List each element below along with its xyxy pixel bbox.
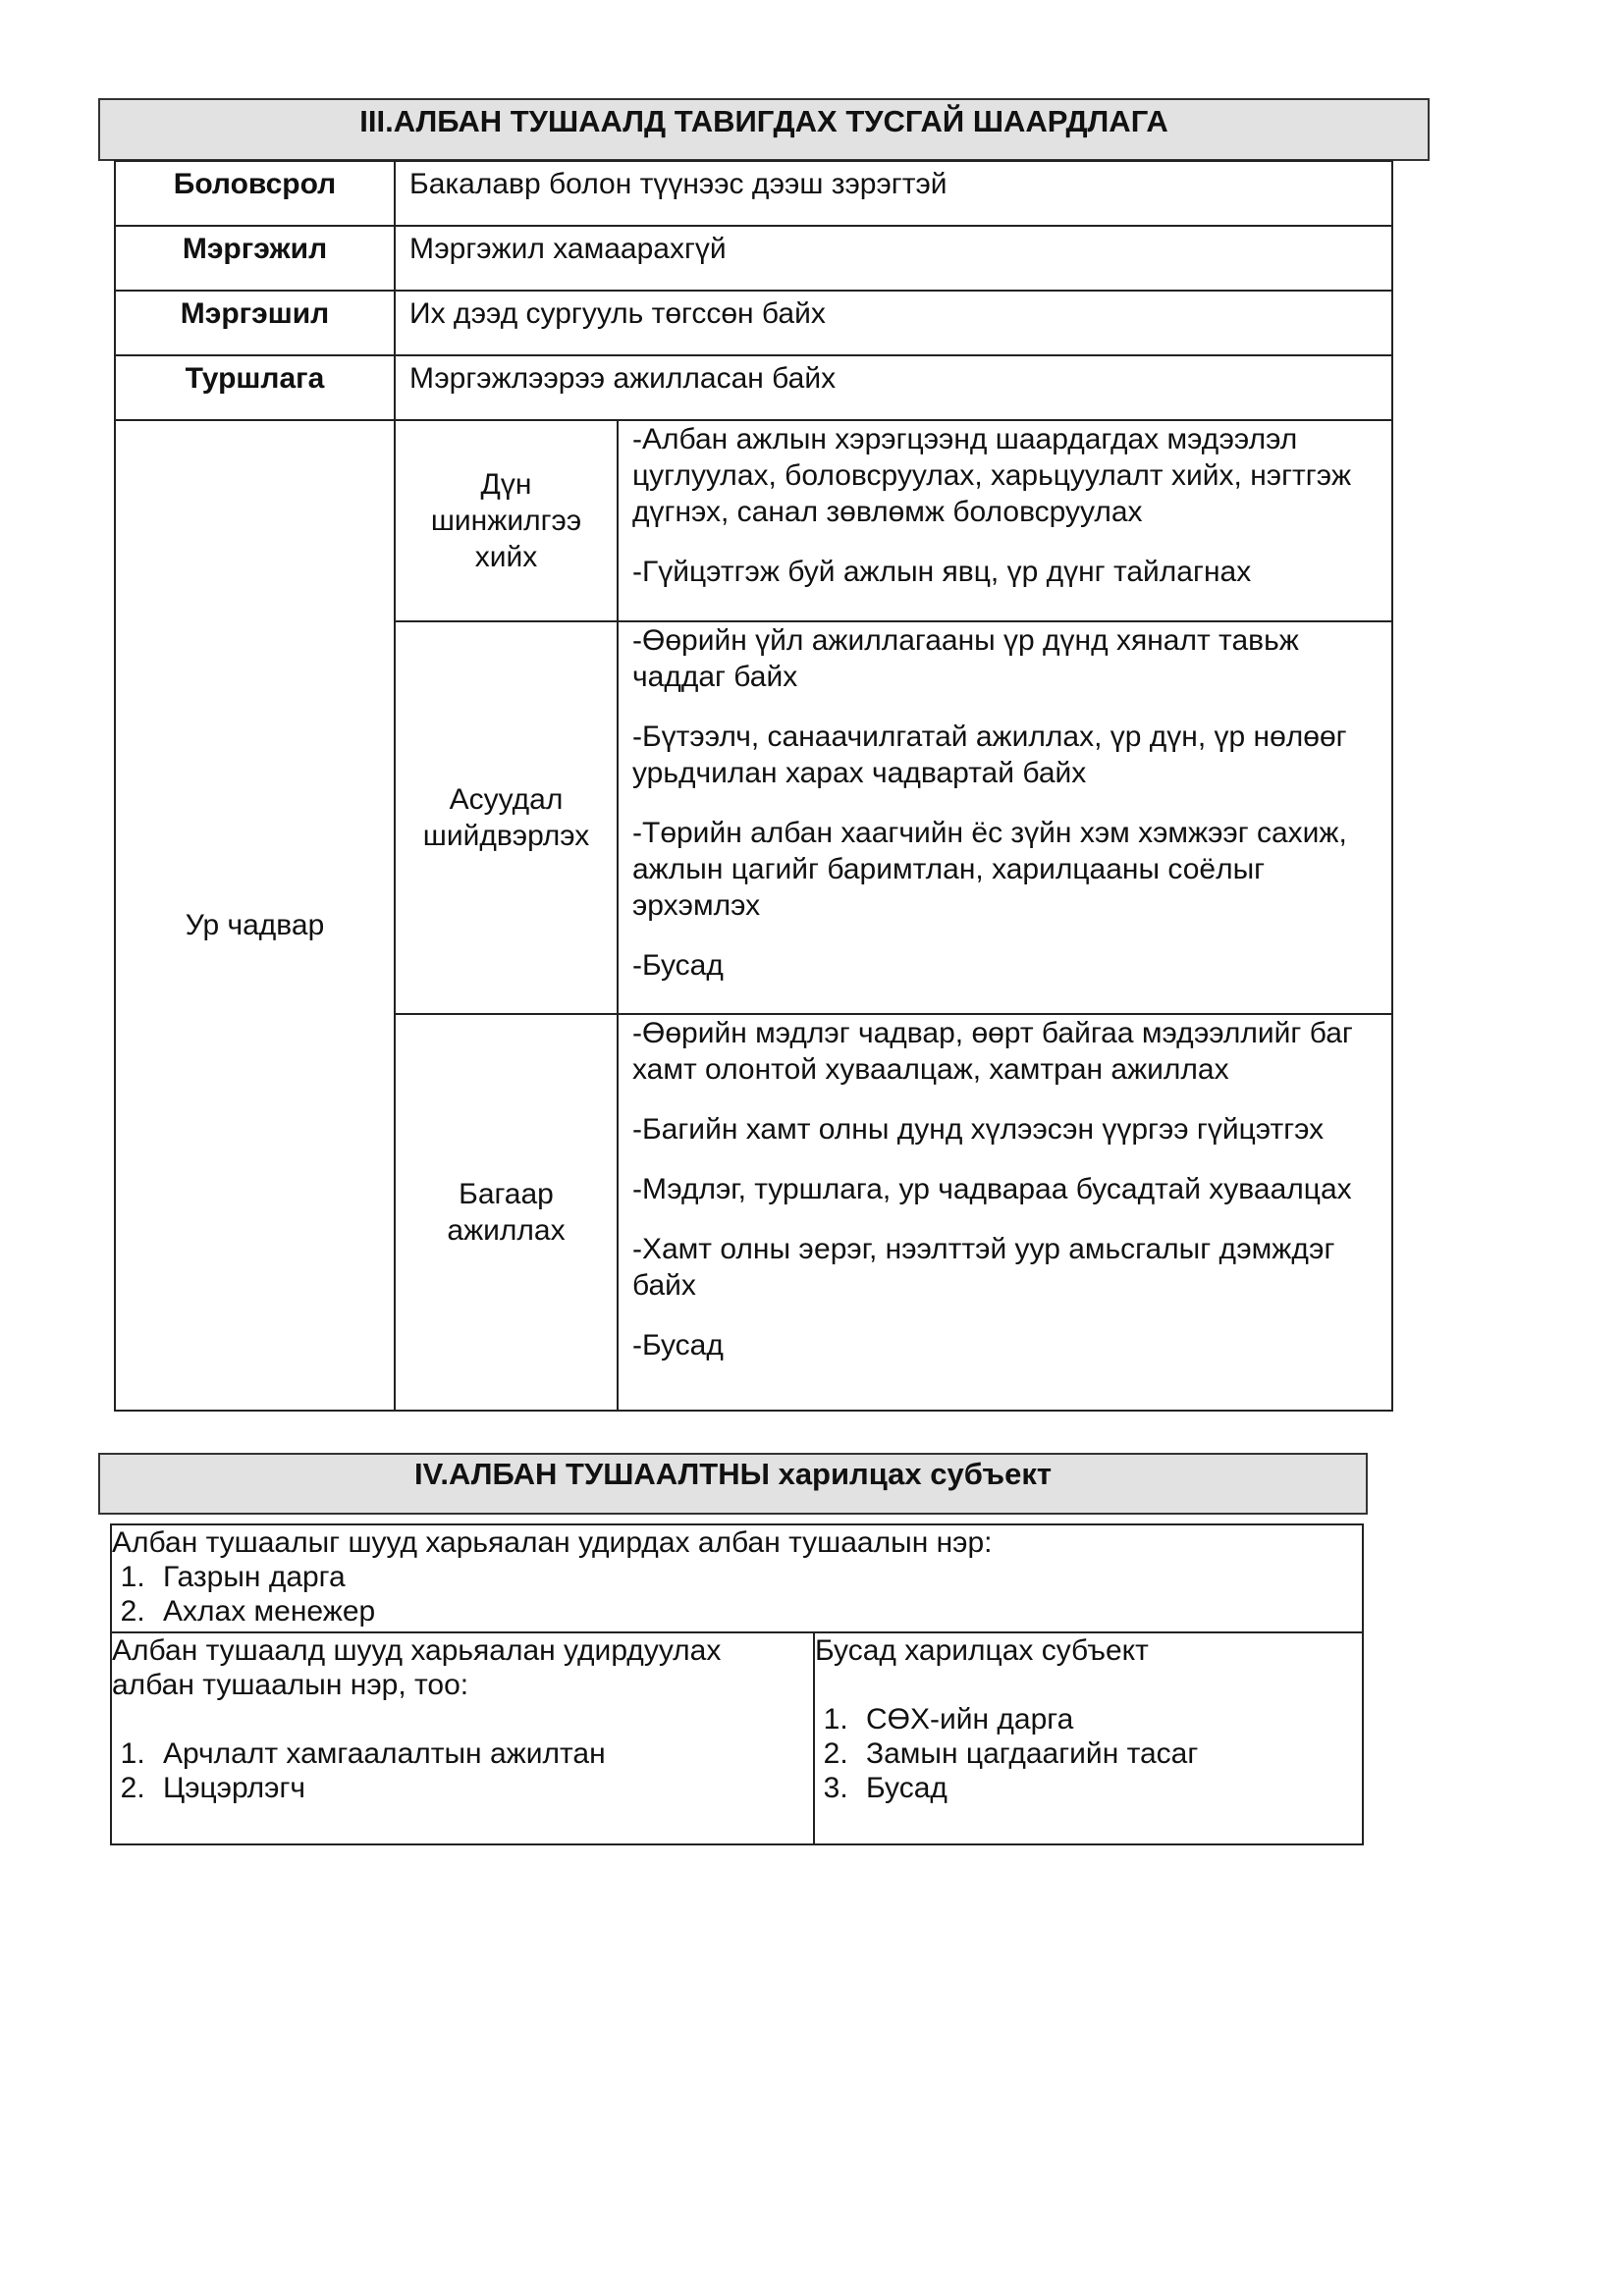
row-value-experience: Мэргэжлээрээ ажилласан байх xyxy=(395,355,1392,420)
list-item: -Багийн хамт олны дунд хүлээсэн үүргээ гүйцэтгэх xyxy=(632,1113,1325,1146)
others-list xyxy=(815,1702,1358,1805)
list-item: 3. Бусад xyxy=(856,1771,1358,1805)
supervisors-cell xyxy=(111,1524,1363,1632)
section3-title: III.АЛБАН ТУШААЛД ТАВИГДАХ ТУСГАЙ ШААРДЛАГА xyxy=(359,104,1168,138)
list-item: -Хамт олны эерэг, нээлттэй уур амьсгалыг дэмждэг байх xyxy=(632,1233,1335,1302)
list-item: -Мэдлэг, туршлага, ур чадвараа бусадтай хуваалцах xyxy=(632,1173,1352,1205)
list-item: -Өөрийн үйл ажиллагааны үр дүнд хяналт тавьж чаддаг байх xyxy=(632,624,1299,693)
row-label-experience: Туршлага xyxy=(115,355,395,420)
skill-group-problem-solving: Асуудал шийдвэрлэх xyxy=(395,621,618,1014)
list-item: 2. Ахлах менежер xyxy=(153,1594,1358,1629)
row-value-education: Бакалавр болон түүнээс дээш зэрэгтэй xyxy=(395,161,1392,226)
section4-title: IV.АЛБАН ТУШААЛТНЫ харилцах субъект xyxy=(413,1457,1053,1491)
skill-items-analysis xyxy=(618,420,1392,621)
list-item: -Төрийн албан хаагчийн ёс зүйн хэм хэмжээг сахиж, ажлын цагийг баримтлан, харилцааны соёлыг эрхэмлэх xyxy=(632,817,1347,922)
list-item: -Албан ажлын хэрэгцээнд шаардагдах мэдээлэл цуглуулах, боловсруулах, харьцуулалт хийх, нэгтгэж дүгнэх, санал зөвлөмж боловсруулах xyxy=(632,423,1352,528)
list-item: 2. Замын цагдаагийн тасаг xyxy=(856,1736,1358,1771)
skills-label: Ур чадвар xyxy=(115,420,395,1411)
row-label-education: Боловсрол xyxy=(115,161,395,226)
section4-header xyxy=(98,1453,1368,1515)
skill-items-problem-solving xyxy=(618,621,1392,1014)
table-row xyxy=(111,1632,1363,1844)
supervisors-heading: Албан тушаалыг шууд харьяалан удирдах албан тушаалын нэр: xyxy=(112,1526,993,1559)
table-row xyxy=(115,226,1392,291)
relations-table xyxy=(110,1523,1364,1845)
list-item: -Бусад xyxy=(632,1329,724,1362)
requirements-table xyxy=(114,160,1393,1412)
others-heading: Бусад харилцах субъект xyxy=(815,1634,1149,1667)
list-item: 1. Газрын дарга xyxy=(153,1560,1358,1594)
skill-group-analysis: Дүн шинжилгээ хийх xyxy=(395,420,618,621)
skill-items-teamwork xyxy=(618,1014,1392,1411)
list-item: -Бусад xyxy=(632,949,724,982)
row-value-qualification: Их дээд сургууль төгссөн байх xyxy=(395,291,1392,355)
list-item: -Бүтээлч, санаачилгатай ажиллах, үр дүн, үр нөлөөг урьдчилан харах чадвартай байх xyxy=(632,721,1347,789)
list-item: 1. Арчлалт хамгаалалтын ажилтан xyxy=(153,1736,809,1771)
subordinates-heading: Албан тушаалд шууд харьяалан удирдуулах албан тушаалын нэр, тоо: xyxy=(112,1634,722,1701)
list-item: -Өөрийн мэдлэг чадвар, өөрт байгаа мэдээллийг баг хамт олонтой хуваалцаж, хамтран ажиллах xyxy=(632,1017,1353,1086)
row-value-profession: Мэргэжил хамаарахгүй xyxy=(395,226,1392,291)
table-row xyxy=(111,1524,1363,1632)
skill-group-teamwork: Багаар ажиллах xyxy=(395,1014,618,1411)
table-row xyxy=(115,355,1392,420)
table-row xyxy=(115,161,1392,226)
subordinates-list xyxy=(112,1736,809,1805)
list-item: 2. Цэцэрлэгч xyxy=(153,1771,809,1805)
subordinates-cell xyxy=(111,1632,814,1844)
table-row xyxy=(115,291,1392,355)
others-cell xyxy=(814,1632,1363,1844)
row-label-profession: Мэргэжил xyxy=(115,226,395,291)
table-row xyxy=(115,420,1392,621)
supervisors-list xyxy=(112,1560,1358,1629)
section3-header xyxy=(98,98,1430,161)
list-item: -Гүйцэтгэж буй ажлын явц, үр дүнг тайлагнах xyxy=(632,556,1252,588)
row-label-qualification: Мэргэшил xyxy=(115,291,395,355)
list-item: 1. СӨХ-ийн дарга xyxy=(856,1702,1358,1736)
